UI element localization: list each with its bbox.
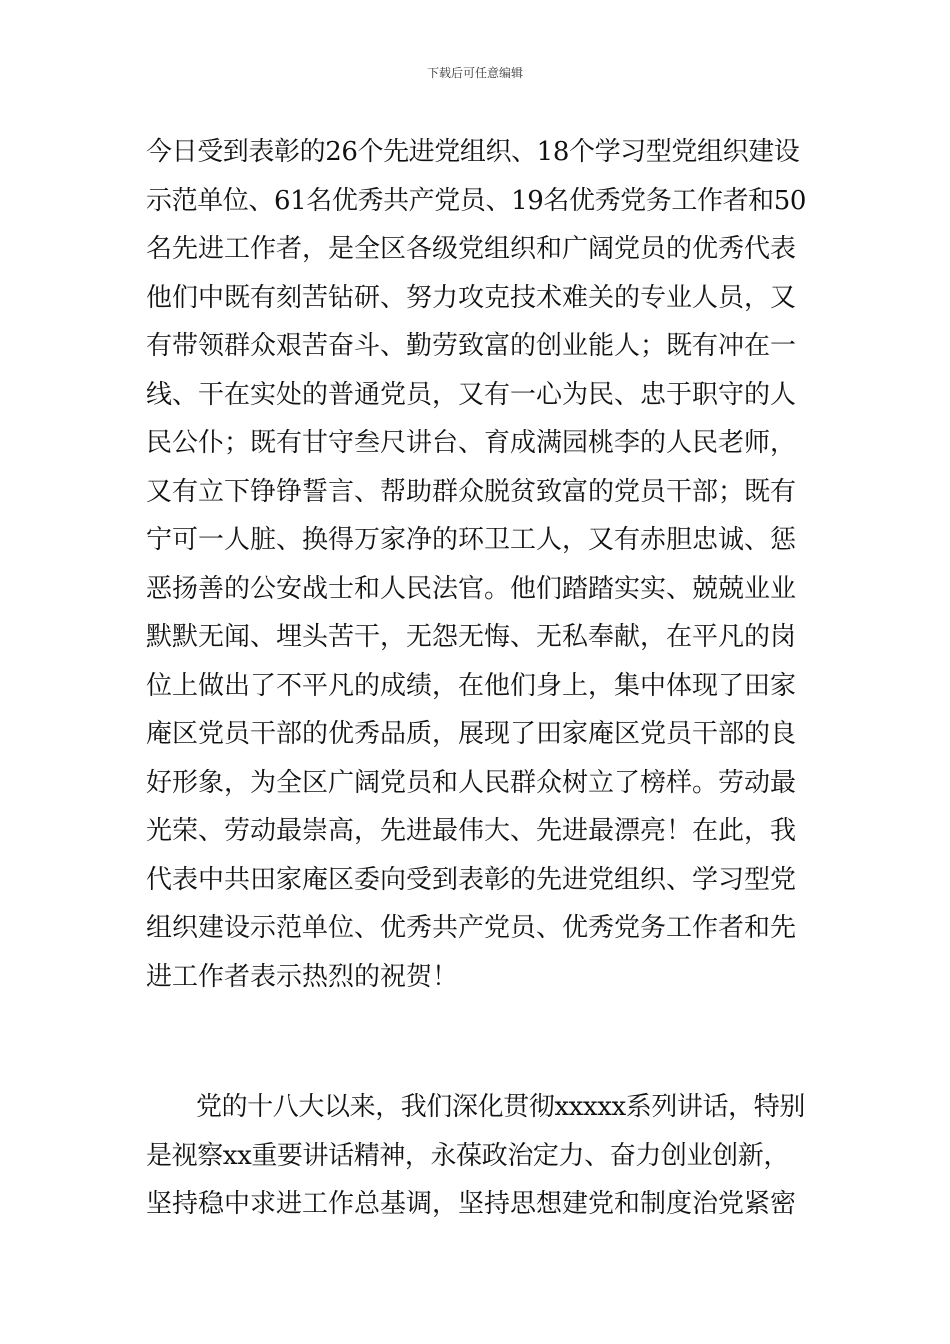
text-line: 党的十八大以来，我们深化贯彻xxxxx系列讲话，特别 [196,1092,805,1122]
text-line: 示范单位、61名优秀共产党员、19名优秀党务工作者和50 [146,185,807,216]
text-line: 庵区党员干部的优秀品质，展现了田家庵区党员干部的良 [146,719,797,749]
text-line: 宁可一人脏、换得万家净的环卫工人，又有赤胆忠诚、惩 [146,525,797,555]
text-line: 是视察xx重要讲话精神，永葆政治定力、奋力创业创新， [146,1140,789,1171]
document-body [146,128,806,1229]
text-line: 他们中既有刻苦钻研、努力攻克技术难关的专业人员，又 [146,282,797,313]
text-line: 名先进工作者，是全区各级党组织和广阔党员的优秀代表 [146,234,797,264]
text-line: 线、干在实处的普通党员，又有一心为民、忠于职守的人 [146,379,797,410]
text-line: 坚持稳中求进工作总基调，坚持思想建党和制度治党紧密 [146,1189,797,1219]
paragraph-2 [146,1083,806,1229]
text-line: 进工作者表示热烈的祝贺！ [146,961,459,992]
text-line: 又有立下铮铮誓言、帮助群众脱贫致富的党员干部；既有 [146,476,797,507]
text-line: 默默无闻、埋头苦干，无怨无悔、无私奉献，在平凡的岗 [146,622,797,652]
text-line: 恶扬善的公安战士和人民法官。他们踏踏实实、兢兢业业 [146,573,797,604]
text-line: 代表中共田家庵区委向受到表彰的先进党组织、学习型党 [146,864,797,895]
text-line: 位上做出了不平凡的成绩，在他们身上，集中体现了田家 [146,670,797,701]
text-line: 民公仆；既有甘守叁尺讲台、育成满园桃李的人民老师， [146,428,797,458]
page-header: 下载后可任意编辑 [426,66,523,80]
paragraph-1 [146,128,806,1001]
text-line: 光荣、劳动最崇高，先进最伟大、先进最漂亮！在此，我 [146,816,797,846]
paragraph-spacer [146,1001,806,1083]
text-line: 好形象，为全区广阔党员和人民群众树立了榜样。劳动最 [146,767,797,798]
text-line: 组织建设示范单位、优秀共产党员、优秀党务工作者和先 [146,913,797,943]
text-line: 今日受到表彰的26个先进党组织、18个学习型党组织建设 [146,137,800,167]
text-line: 有带领群众艰苦奋斗、勤劳致富的创业能人；既有冲在一 [146,331,797,361]
